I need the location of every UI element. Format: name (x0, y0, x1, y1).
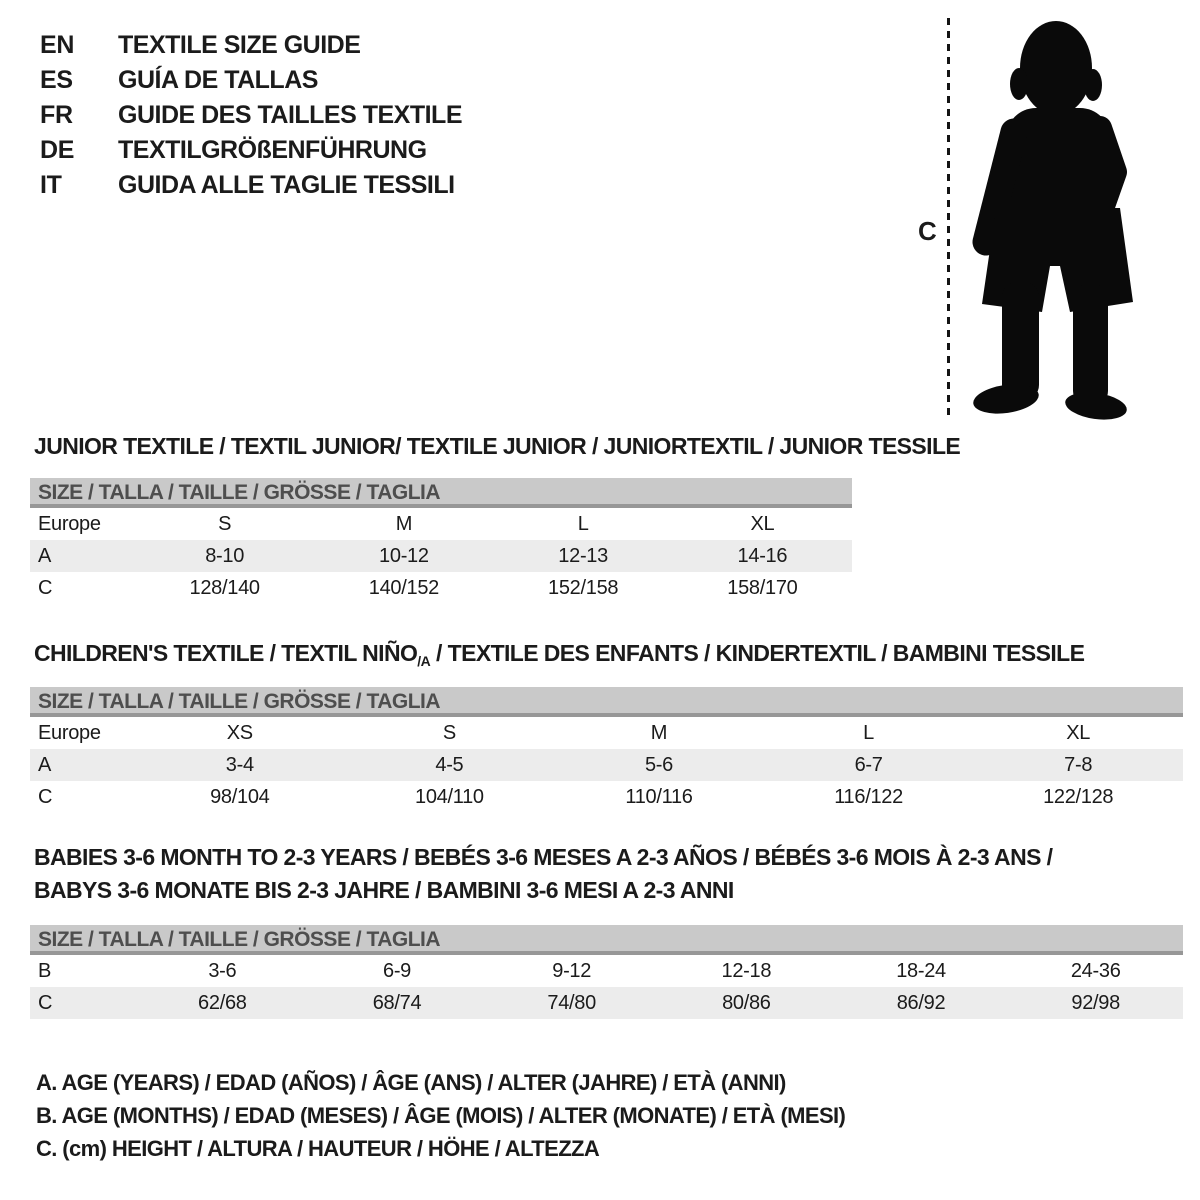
value-cell: 3-6 (208, 960, 237, 982)
language-title: GUIDE DES TAILLES TEXTILE (118, 101, 463, 129)
language-code: IT (40, 171, 62, 199)
value-cell: 92/98 (1071, 992, 1120, 1014)
language-row-fr (40, 98, 462, 133)
value-cell: 62/68 (198, 992, 247, 1014)
value-cell: 140/152 (368, 577, 439, 599)
table-row (30, 955, 1183, 987)
value-cell: 122/128 (1043, 786, 1114, 808)
language-code: DE (40, 136, 75, 164)
children-title-sub: /A (417, 653, 431, 669)
value-cell: 158/170 (727, 577, 798, 599)
junior-size-table (30, 478, 852, 604)
value-cell: 8-10 (205, 545, 245, 567)
value-cell: S (218, 513, 232, 535)
value-cell: 110/116 (625, 786, 693, 808)
junior-section-title: JUNIOR TEXTILE / TEXTIL JUNIOR/ TEXTILE JUNIOR / JUNIORTEXTIL / JUNIOR TESSILE (34, 433, 961, 459)
size-header-bar: SIZE / TALLA / TAILLE / GRÖSSE / TAGLIA (30, 687, 1183, 717)
value-cell: 104/110 (415, 786, 484, 808)
value-cell: 86/92 (896, 992, 946, 1014)
children-section-title (34, 640, 1084, 669)
language-row-de (40, 133, 462, 168)
value-cell: M (395, 513, 413, 535)
value-cell: 12-13 (558, 545, 608, 567)
toddler-silhouette-icon (962, 12, 1147, 420)
table-row (30, 987, 1183, 1019)
row-label-cell: C (38, 577, 53, 599)
legend-line-b: B. AGE (MONTHS) / EDAD (MESES) / ÂGE (MOIS) / ALTER (MONATE) / ETÀ (MESI) (36, 1103, 846, 1128)
value-cell: 14-16 (737, 545, 788, 567)
value-cell: L (577, 513, 589, 535)
legend-line-c: C. (cm) HEIGHT / ALTURA / HAUTEUR / HÖHE / ALTEZZA (36, 1136, 600, 1161)
children-title-before: CHILDREN'S TEXTILE / TEXTIL NIÑO (34, 640, 418, 666)
value-cell: 6-7 (854, 754, 883, 776)
table-row (30, 749, 1183, 781)
size-header-bar: SIZE / TALLA / TAILLE / GRÖSSE / TAGLIA (30, 478, 852, 508)
value-cell: 10-12 (379, 545, 429, 567)
table-row (30, 717, 1183, 749)
row-label-cell: Europe (38, 513, 101, 535)
row-label-cell: A (38, 754, 52, 776)
measure-label-c: C (918, 216, 937, 246)
value-cell: 24-36 (1070, 960, 1121, 982)
value-cell: 3-4 (225, 754, 254, 776)
table-row (30, 781, 1183, 813)
language-title: GUÍA DE TALLAS (118, 66, 318, 94)
value-cell: L (863, 722, 874, 744)
value-cell: M (650, 722, 668, 744)
value-cell: 18-24 (896, 960, 946, 982)
language-code: EN (40, 31, 75, 59)
value-cell: XL (750, 513, 775, 535)
value-cell: 116/122 (834, 786, 903, 808)
value-cell: 98/104 (210, 786, 270, 808)
language-title: GUIDA ALLE TAGLIE TESSILI (118, 171, 455, 199)
row-label-cell: Europe (38, 722, 101, 744)
table-row (30, 508, 852, 540)
value-cell: XL (1066, 722, 1091, 744)
babies-title-line-1: BABIES 3-6 MONTH TO 2-3 YEARS / BEBÉS 3-6 MESES A 2-3 AÑOS / BÉBÉS 3-6 MOIS À 2-3 ANS / (34, 844, 1053, 870)
table-row (30, 540, 852, 572)
value-cell: 7-8 (1064, 754, 1093, 776)
value-cell: 12-18 (721, 960, 772, 982)
legend (36, 1066, 845, 1165)
children-size-table (30, 687, 1183, 813)
language-code: ES (40, 66, 73, 94)
babies-title-line-2: BABYS 3-6 MONATE BIS 2-3 JAHRE / BAMBINI 3-6 MESI A 2-3 ANNI (34, 877, 734, 903)
language-row-it (40, 168, 462, 203)
legend-line-a: A. AGE (YEARS) / EDAD (AÑOS) / ÂGE (ANS) / ALTER (JAHRE) / ETÀ (ANNI) (36, 1070, 786, 1095)
height-measure-line (947, 18, 950, 415)
row-label-cell: C (38, 992, 53, 1014)
value-cell: 4-5 (435, 754, 464, 776)
babies-section-title (34, 841, 1052, 907)
value-cell: 152/158 (548, 577, 619, 599)
value-cell: 68/74 (372, 992, 422, 1014)
value-cell: 74/80 (547, 992, 596, 1014)
language-title: TEXTILE SIZE GUIDE (118, 31, 361, 59)
language-title: TEXTILGRÖßENFÜHRUNG (118, 136, 427, 164)
language-list (40, 28, 462, 203)
value-cell: S (442, 722, 456, 744)
value-cell: 128/140 (189, 577, 260, 599)
value-cell: 9-12 (552, 960, 592, 982)
value-cell: XS (226, 722, 253, 744)
row-label-cell: A (38, 545, 52, 567)
language-row-en (40, 28, 462, 63)
children-title-after: / TEXTILE DES ENFANTS / KINDERTEXTIL / BAMBINI TESSILE (430, 640, 1085, 666)
row-label-cell: C (38, 786, 53, 808)
value-cell: 6-9 (383, 960, 412, 982)
size-header-bar: SIZE / TALLA / TAILLE / GRÖSSE / TAGLIA (30, 925, 1183, 955)
table-row (30, 572, 852, 604)
language-row-es (40, 63, 462, 98)
babies-size-table (30, 925, 1183, 1019)
row-label-cell: B (38, 960, 52, 982)
value-cell: 80/86 (722, 992, 771, 1014)
language-code: FR (40, 101, 73, 129)
value-cell: 5-6 (644, 754, 673, 776)
